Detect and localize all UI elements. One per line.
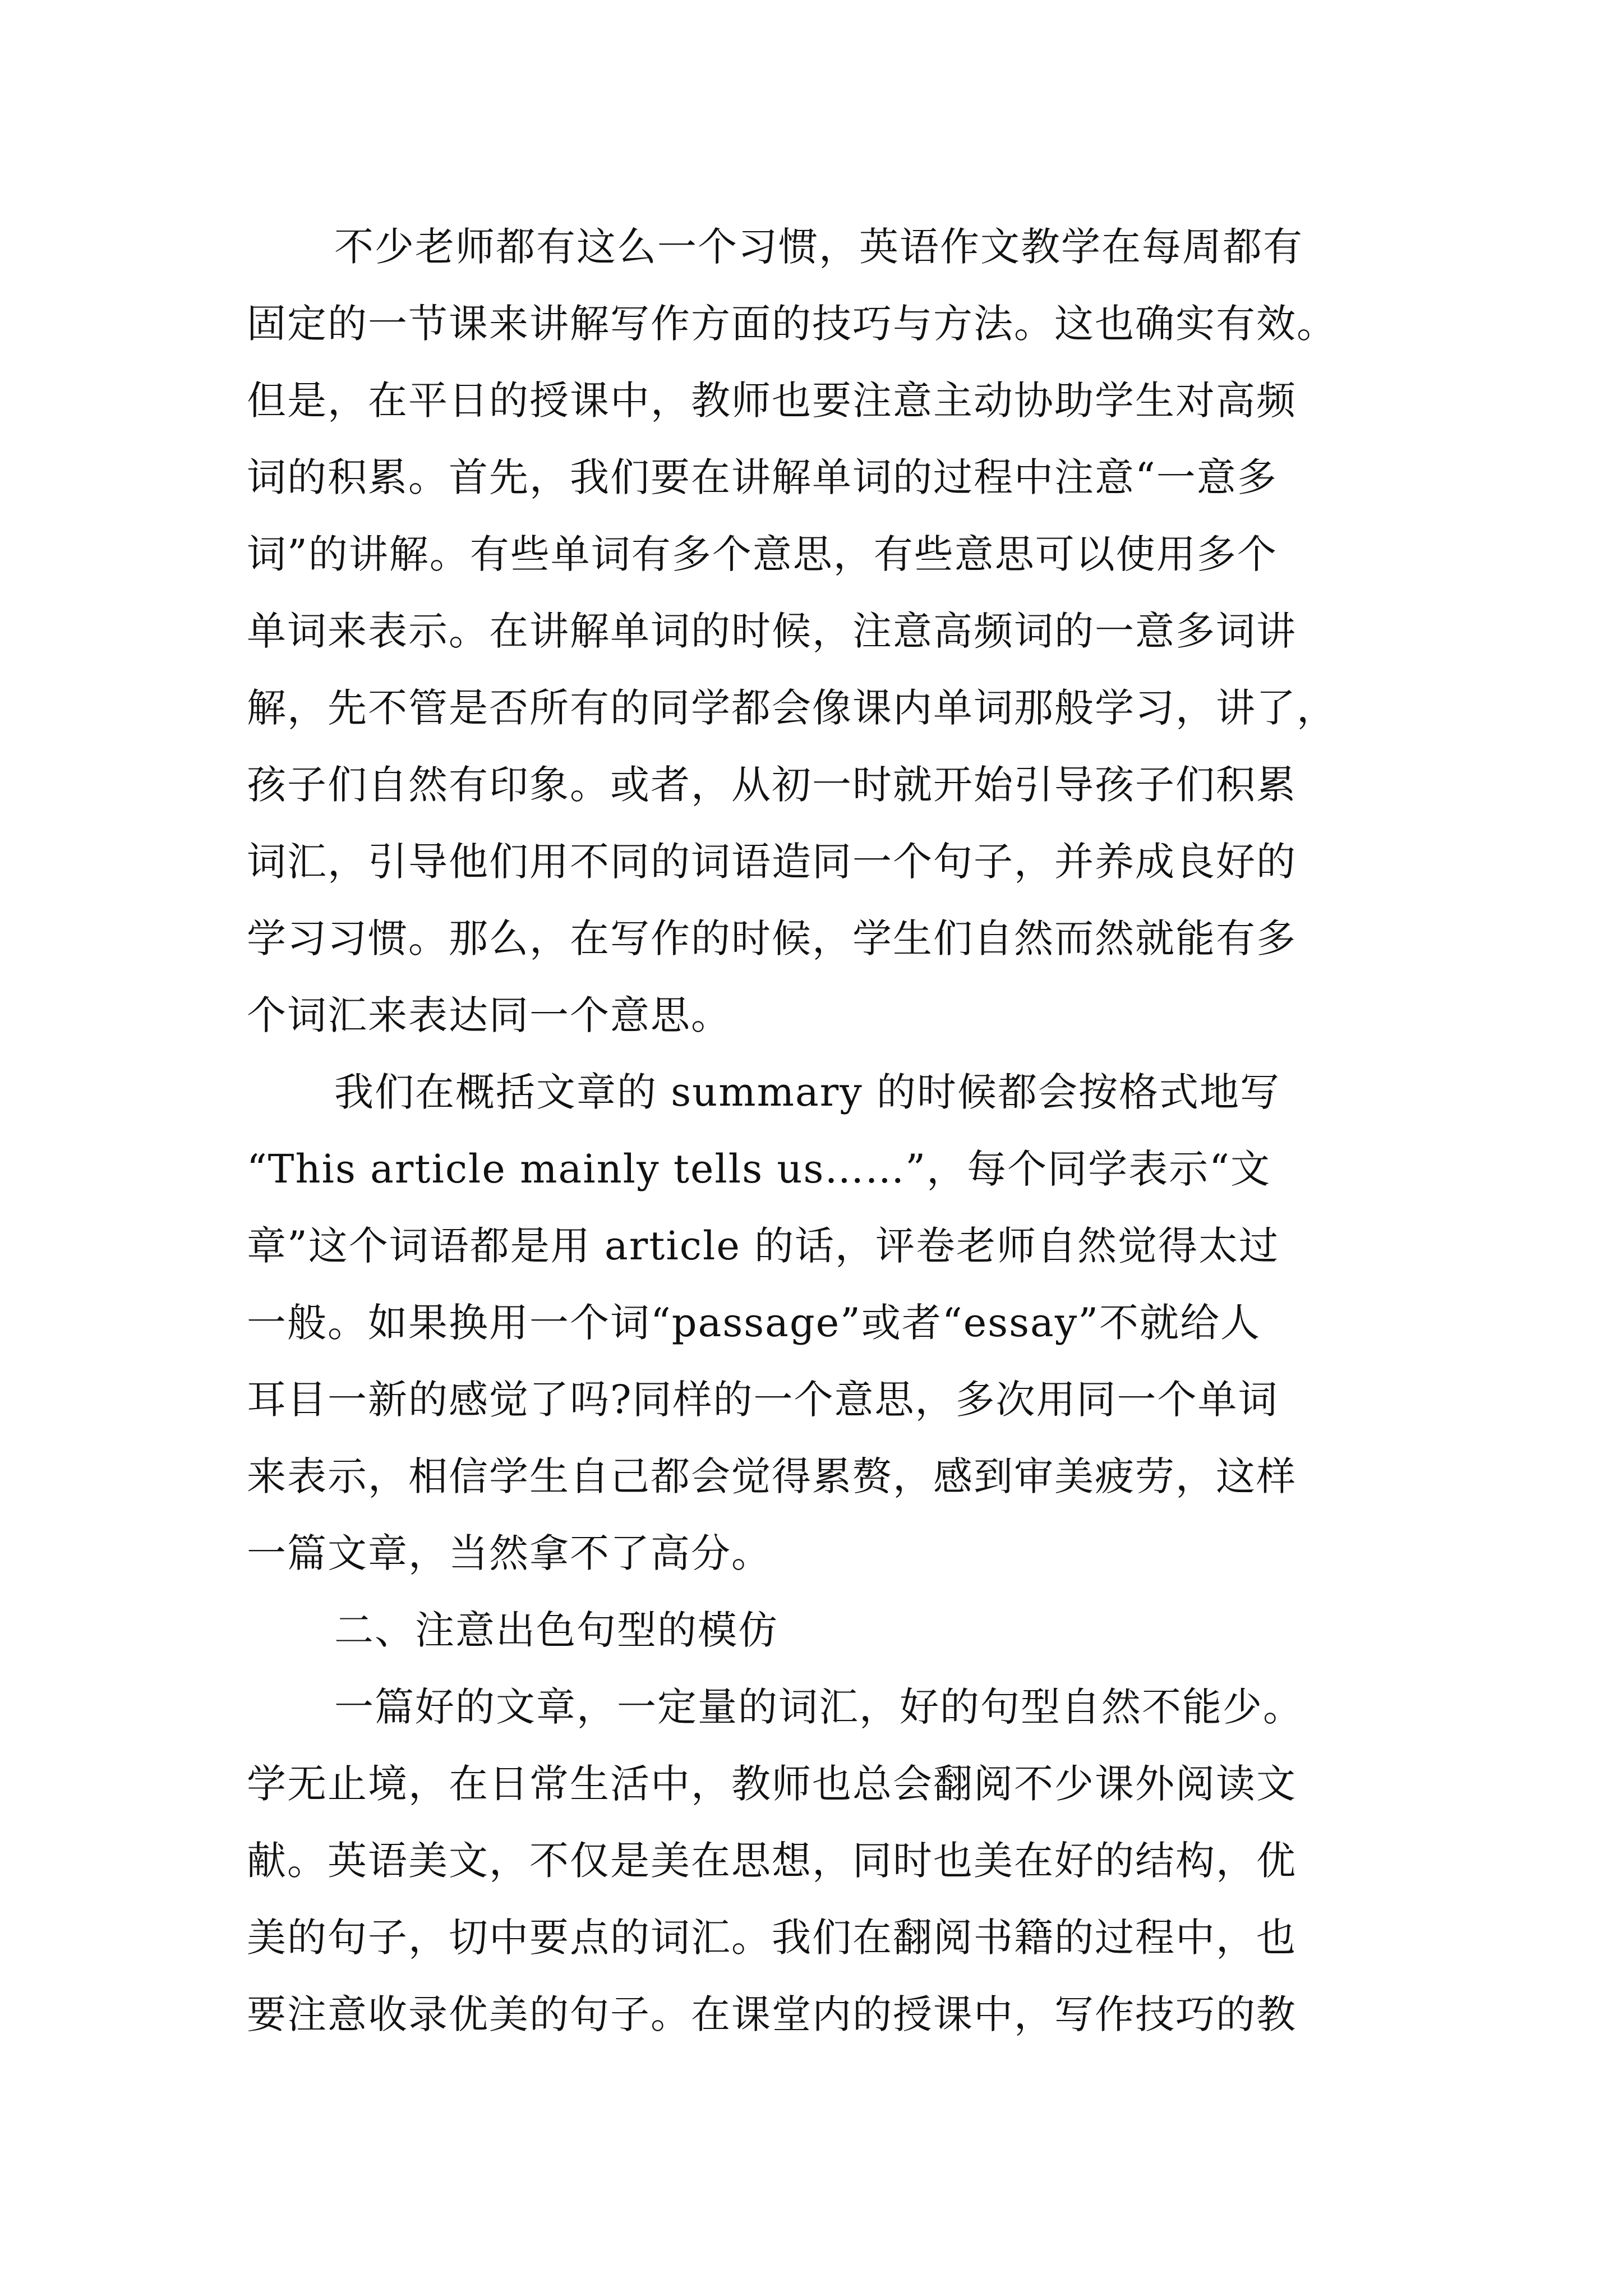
text-line: 要注意收录优美的句子。在课堂内的授课中，写作技巧的教 — [247, 1991, 1297, 2037]
text-line: 献。英语美文，不仅是美在思想，同时也美在好的结构，优 — [247, 1838, 1297, 1884]
text-line: 固定的一节课来讲解写作方面的技巧与方法。这也确实有效。 — [247, 301, 1337, 347]
text-line: 一篇好的文章，一定量的词汇，好的句型自然不能少。 — [334, 1684, 1303, 1730]
text-line: 我们在概括文章的 summary 的时候都会按格式地写 — [334, 1069, 1281, 1115]
text-line: 美的句子，切中要点的词汇。我们在翻阅书籍的过程中，也 — [247, 1915, 1297, 1961]
text-line: 解，先不管是否所有的同学都会像课内单词那般学习，讲了， — [247, 685, 1337, 731]
text-line: 章”这个词语都是用 article 的话，评卷老师自然觉得太过 — [247, 1223, 1280, 1269]
text-line: 单词来表示。在讲解单词的时候，注意高频词的一意多词讲 — [247, 608, 1297, 654]
body-text — [247, 209, 1413, 2053]
text-line: 孩子们自然有印象。或者，从初一时就开始引导孩子们积累 — [247, 762, 1297, 808]
text-line: 个词汇来表达同一个意思。 — [247, 992, 731, 1038]
text-line: “This article mainly tells us……”，每个同学表示“文 — [247, 1146, 1271, 1192]
text-line: 耳目一新的感觉了吗?同样的一个意思，多次用同一个单词 — [247, 1377, 1279, 1423]
text-line: 但是，在平日的授课中，教师也要注意主动协助学生对高频 — [247, 378, 1297, 424]
text-line: 词汇，引导他们用不同的词语造同一个句子，并养成良好的 — [247, 839, 1297, 885]
text-line: 学习习惯。那么，在写作的时候，学生们自然而然就能有多 — [247, 915, 1297, 961]
text-line: 来表示，相信学生自己都会觉得累赘，感到审美疲劳，这样 — [247, 1453, 1297, 1499]
section-heading: 二、注意出色句型的模仿 — [334, 1607, 778, 1653]
text-line: 词”的讲解。有些单词有多个意思，有些意思可以使用多个 — [247, 531, 1278, 577]
text-line: 不少老师都有这么一个习惯，英语作文教学在每周都有 — [334, 224, 1303, 270]
text-line: 学无止境，在日常生活中，教师也总会翻阅不少课外阅读文 — [247, 1761, 1297, 1807]
text-line: 一篇文章，当然拿不了高分。 — [247, 1530, 772, 1576]
text-line: 词的积累。首先，我们要在讲解单词的过程中注意“一意多 — [247, 454, 1278, 500]
text-line: 一般。如果换用一个词“passage”或者“essay”不就给人 — [247, 1300, 1261, 1346]
